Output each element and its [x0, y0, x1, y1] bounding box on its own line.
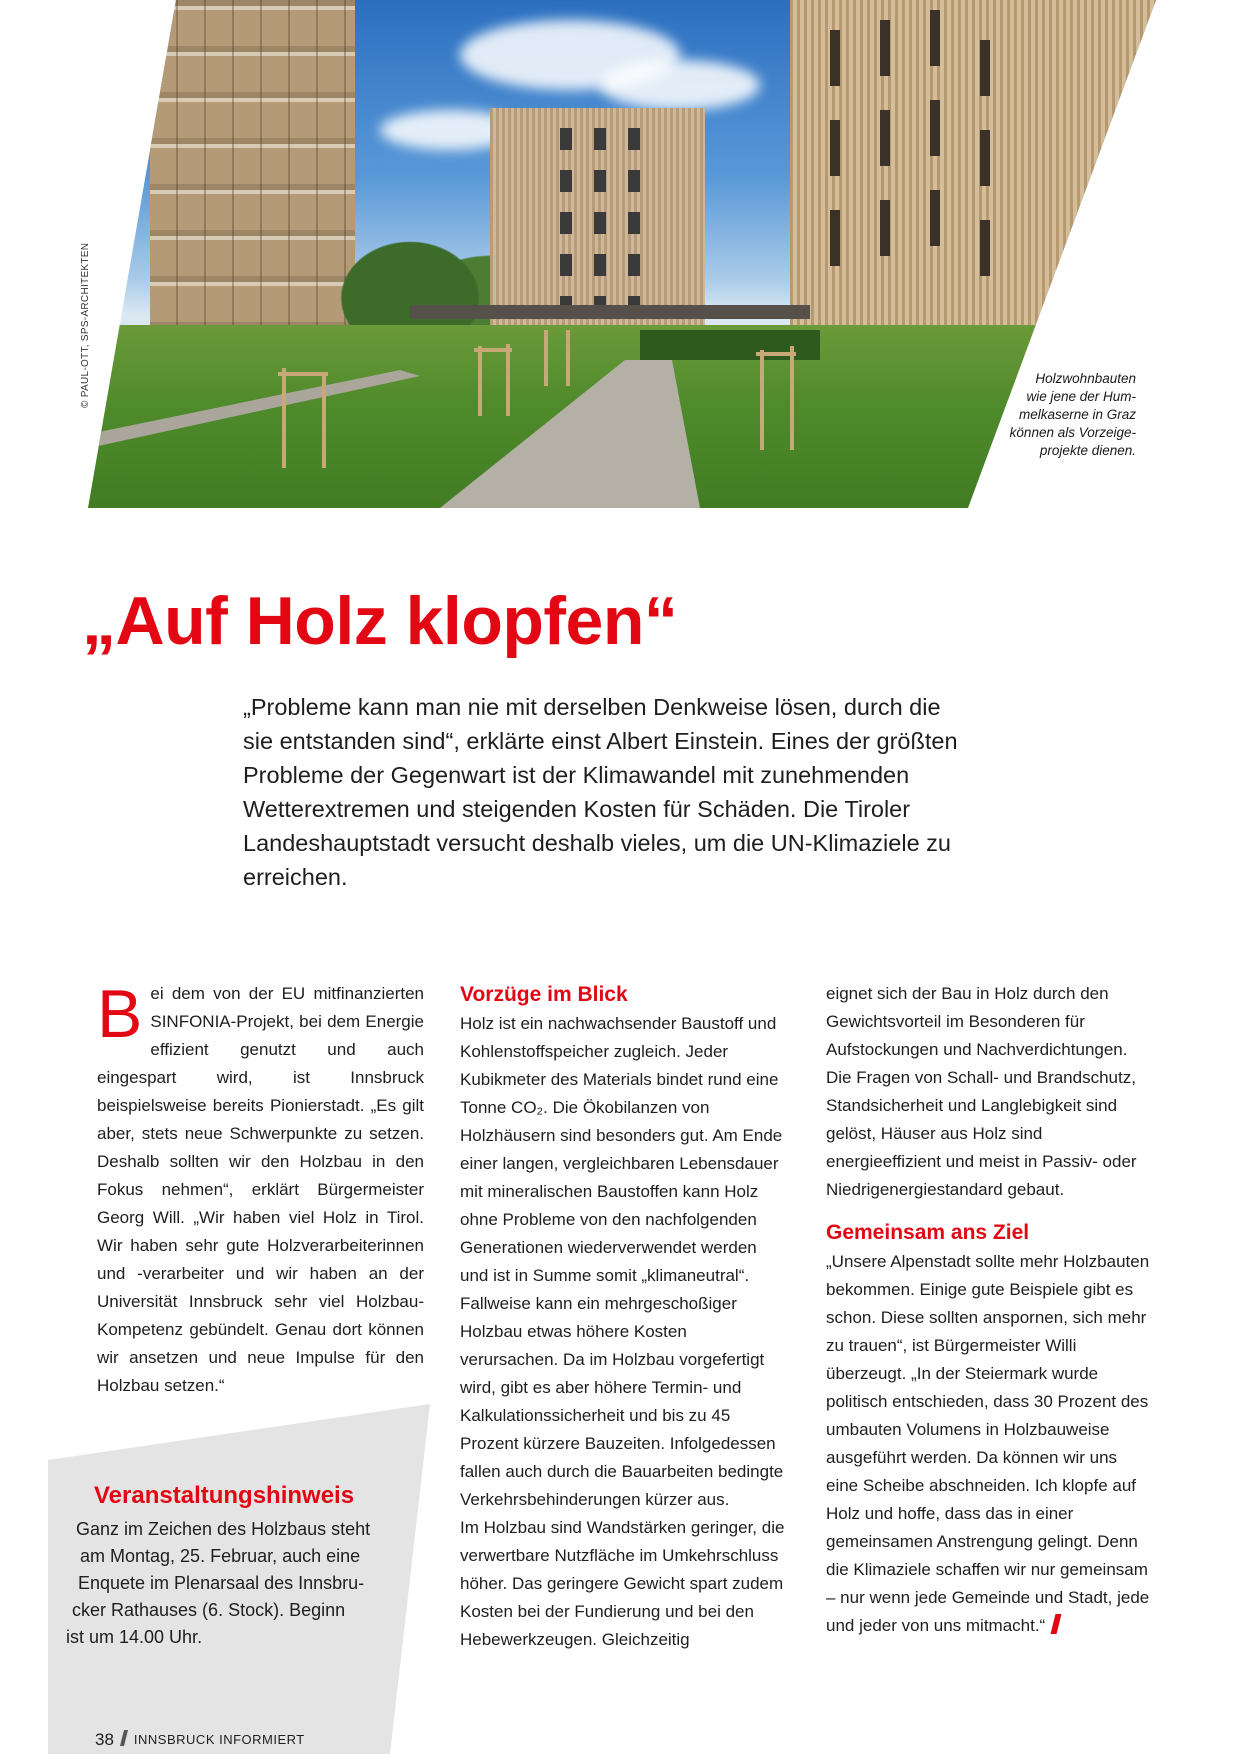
- page-number: 38: [95, 1730, 114, 1749]
- column-1: [97, 976, 424, 1400]
- caption-line: projekte dienen.: [1039, 443, 1136, 458]
- caption-line: können als Vorzeige-: [1009, 425, 1136, 440]
- body-paragraph: Im Holzbau sind Wandstärken geringer, die verwertbare Nutzfläche im Umkehrschluss höher. Das geringere Gewicht spart zudem Kosten bei der Fundierung und bei den Hebewerkzeugen. Gleichzeitig: [460, 1518, 785, 1649]
- event-line: Enquete im Plenarsaal des Innsbru-: [78, 1573, 365, 1593]
- event-line: cker Rathauses (6. Stock). Beginn: [72, 1600, 346, 1620]
- hero-image: [0, 0, 1240, 508]
- body-paragraph: [826, 1248, 1153, 1640]
- event-notice: [66, 1482, 406, 1651]
- photo-caption: [996, 370, 1136, 460]
- drop-cap: B: [97, 976, 143, 1052]
- page-footer: [95, 1730, 305, 1750]
- article-intro: „Probleme kann man nie mit derselben Denkweise lösen, durch die sie entstanden sind“, erklärte einst Albert Einstein. Eines der größten Probleme der Gegenwart ist der Klimawandel mit zunehmenden Wetterextremen und steigenden Kosten für Schäden. Die Tiroler Landeshauptstadt versucht deshalb vieles, um die UN-Klimaziele zu erreichen.: [243, 694, 958, 890]
- subheading-vorzuege: Vorzüge im Blick: [460, 983, 628, 1006]
- photo-credit: © PAUL-OTT, SPS-ARCHITEKTEN: [80, 242, 91, 408]
- end-mark-icon: [1051, 1614, 1062, 1634]
- body-paragraph: eignet sich der Bau in Holz durch den Gewichtsvorteil im Besonderen für Aufstockungen und Nachverdichtungen. Die Fragen von Schall- und Brandschutz, Standsicherheit und Langlebigkeit sind gelöst, Häuser aus Holz sind energieeffizient und meist in Passiv- oder Niedrigenergiestandard gebaut.: [826, 984, 1137, 1199]
- body-paragraph: Fallweise kann ein mehrgeschoßiger Holzbau etwas höhere Kosten verursachen. Da im Holzbau vorgefertigt wird, gibt es aber höhere Termin- und Kalkulationssicherheit und bis zu 45 Prozent kürzere Bauzeiten. Infolgedessen fallen auch durch die Bauarbeiten bedingte Verkehrsbehinderungen kürzer aus.: [460, 1294, 784, 1509]
- event-line: ist um 14.00 Uhr.: [66, 1627, 203, 1647]
- caption-line: wie jene der Hum-: [1026, 389, 1136, 404]
- subheading-gemeinsam: Gemeinsam ans Ziel: [826, 1221, 1030, 1244]
- column-2: [460, 980, 787, 1654]
- body-text: ei dem von der EU mitfinanzierten SINFONIA-Projekt, bei dem Energie effizient genutzt und auch eingespart wird, ist Innsbruck beispielsweise bereits Pionierstadt. „Es gilt aber, stets neue Schwerpunkte zu setzen. Deshalb sollten wir den Holzbau in den Fokus nehmen“, erklärt Bürgermeister Georg Will. „Wir haben viel Holz in Tirol. Wir haben sehr gute Holzverarbeiterinnen und -verarbeiter und wir haben an der Universität Innsbruck sehr viel Holzbau-Kompetenz gebündelt. Genau dort können wir ansetzen und neue Impulse für den Holzbau setzen.“: [97, 984, 424, 1395]
- body-paragraph: [97, 976, 424, 1400]
- caption-line: Holzwohnbauten: [1035, 371, 1136, 386]
- publication-name: INNSBRUCK INFORMIERT: [133, 1732, 305, 1747]
- caption-line: melkaserne in Graz: [1018, 407, 1136, 422]
- body-paragraph: Holz ist ein nachwachsender Baustoff und Kohlenstoffspeicher zugleich. Jeder Kubikmeter des Materials bindet rund eine Tonne CO₂. Die Ökobilanzen von Holzhäusern sind besonders gut. Am Ende einer langen, vergleichbaren Lebensdauer mit mineralischen Baustoffen kann Holz ohne Probleme von den nachfolgenden Generationen wiederverwendet werden und ist in Summe somit „klimaneutral“.: [460, 1014, 783, 1285]
- slash-icon: [120, 1730, 128, 1746]
- event-line: Ganz im Zeichen des Holzbaus steht: [76, 1519, 371, 1539]
- event-title: Veranstaltungshinweis: [94, 1482, 355, 1509]
- column-3: [826, 980, 1153, 1640]
- body-text: „Unsere Alpenstadt sollte mehr Holzbauten bekommen. Einige gute Beispiele gibt es schon. Diese sollten anspornen, sich mehr zu trauen“, ist Bürgermeister Willi überzeugt. „In der Steiermark wurde politisch entschieden, dass 30 Prozent des umbauten Volumens in Holzbauweise ausgeführt werden. Da können wir uns eine Scheibe abschneiden. Ich klopfe auf Holz und hoffe, dass das in einer gemeinsamen Anstrengung gelingt. Denn die Klimaziele schaffen wir nur gemeinsam – nur wenn jede Gemeinde und Stadt, jede und jeder von uns mitmacht.“: [826, 1252, 1150, 1635]
- event-text: [66, 1516, 406, 1651]
- event-line: am Montag, 25. Februar, auch eine: [80, 1546, 361, 1566]
- article-title: „Auf Holz klopfen“: [82, 583, 678, 659]
